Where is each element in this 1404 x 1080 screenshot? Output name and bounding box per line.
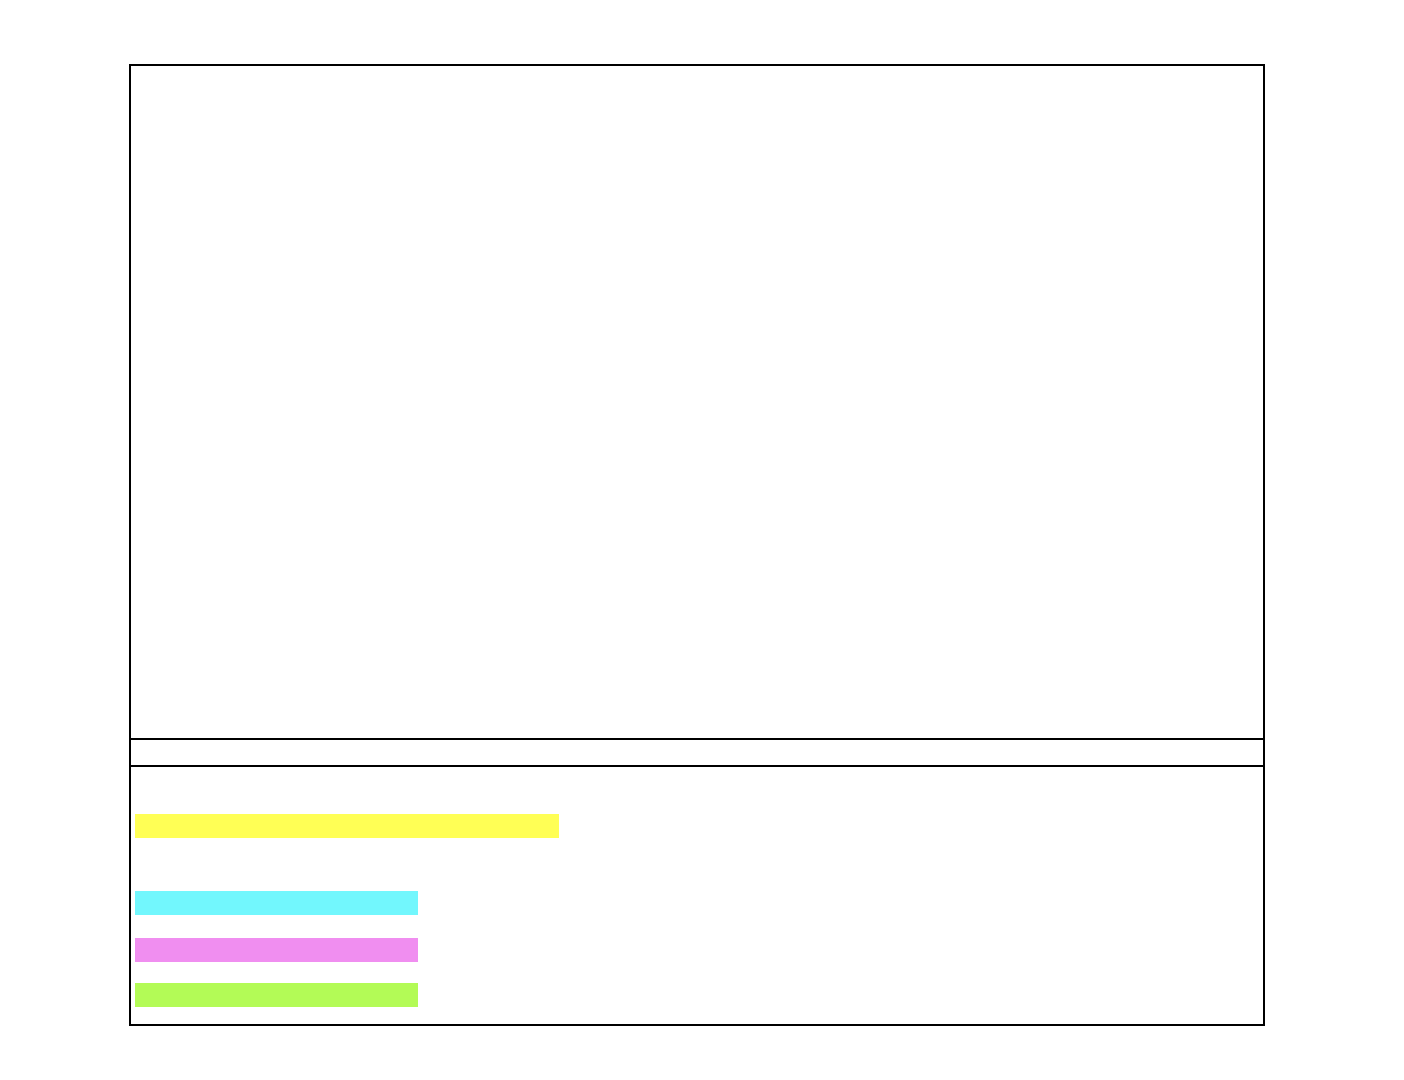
bottom-schedule-grid	[131, 430, 1263, 738]
recitals-section	[131, 765, 1263, 1024]
recital-sheet	[129, 64, 1265, 1026]
show-sat4	[135, 814, 559, 838]
page-title	[131, 66, 1263, 108]
top-schedule-grid	[131, 108, 1263, 412]
show-sun1030	[135, 938, 418, 962]
show-sun2	[135, 983, 418, 1007]
show-sat7	[135, 891, 418, 915]
website-info	[131, 738, 1263, 765]
